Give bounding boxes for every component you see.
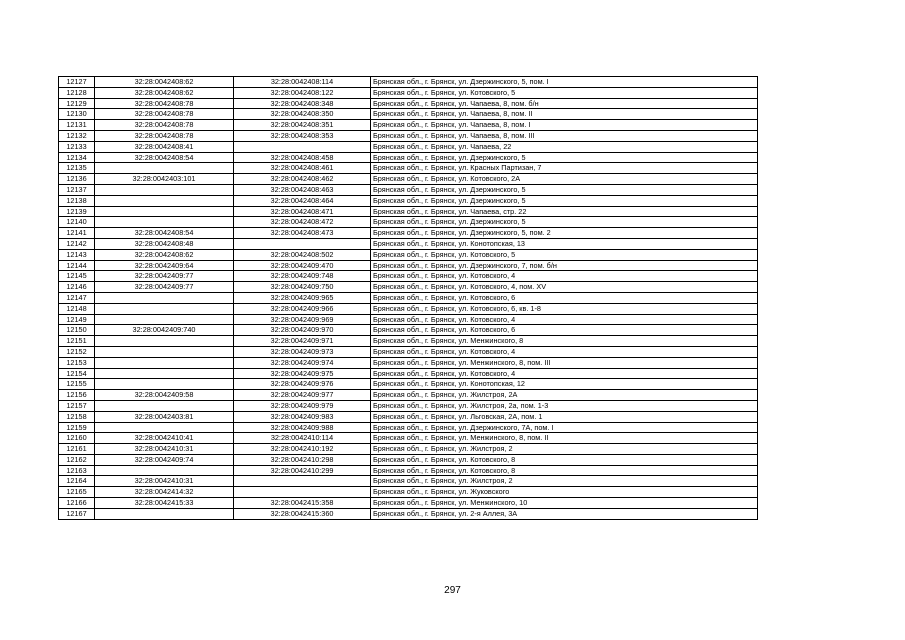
row-number-cell: 12129: [59, 98, 95, 109]
table-row: [59, 390, 758, 401]
old-cadastral-cell: 32:28:0042409:64: [95, 260, 234, 271]
new-cadastral-cell: 32:28:0042409:977: [234, 390, 371, 401]
table-row: [59, 152, 758, 163]
row-number-cell: 12155: [59, 379, 95, 390]
table-row: [59, 141, 758, 152]
row-number-cell: 12153: [59, 357, 95, 368]
new-cadastral-cell: 32:28:0042408:351: [234, 120, 371, 131]
row-number-cell: 12163: [59, 465, 95, 476]
old-cadastral-cell: 32:28:0042403:101: [95, 174, 234, 185]
table-body: [59, 77, 758, 520]
row-number-cell: 12161: [59, 444, 95, 455]
new-cadastral-cell: [234, 238, 371, 249]
old-cadastral-cell: [95, 400, 234, 411]
new-cadastral-cell: 32:28:0042410:192: [234, 444, 371, 455]
old-cadastral-cell: [95, 336, 234, 347]
old-cadastral-cell: [95, 465, 234, 476]
new-cadastral-cell: 32:28:0042410:298: [234, 454, 371, 465]
new-cadastral-cell: 32:28:0042410:299: [234, 465, 371, 476]
address-cell: Брянская обл., г. Брянск, ул. Жилстроя, 2: [371, 444, 758, 455]
new-cadastral-cell: 32:28:0042409:965: [234, 292, 371, 303]
new-cadastral-cell: 32:28:0042408:348: [234, 98, 371, 109]
address-cell: Брянская обл., г. Брянск, ул. Котовского, 8: [371, 465, 758, 476]
table-row: [59, 163, 758, 174]
address-cell: Брянская обл., г. Брянск, ул. Менжинского, 8: [371, 336, 758, 347]
table-row: [59, 400, 758, 411]
table-row: [59, 346, 758, 357]
old-cadastral-cell: 32:28:0042408:41: [95, 141, 234, 152]
address-cell: Брянская обл., г. Брянск, ул. Жилстроя, 2: [371, 476, 758, 487]
new-cadastral-cell: 32:28:0042409:979: [234, 400, 371, 411]
table-row: [59, 303, 758, 314]
old-cadastral-cell: 32:28:0042408:54: [95, 152, 234, 163]
old-cadastral-cell: 32:28:0042409:58: [95, 390, 234, 401]
address-cell: Брянская обл., г. Брянск, ул. Котовского, 5: [371, 87, 758, 98]
new-cadastral-cell: 32:28:0042415:360: [234, 508, 371, 519]
new-cadastral-cell: 32:28:0042408:471: [234, 206, 371, 217]
old-cadastral-cell: 32:28:0042409:77: [95, 271, 234, 282]
new-cadastral-cell: 32:28:0042410:114: [234, 433, 371, 444]
row-number-cell: 12148: [59, 303, 95, 314]
address-cell: Брянская обл., г. Брянск, ул. Жуковского: [371, 487, 758, 498]
new-cadastral-cell: 32:28:0042408:463: [234, 184, 371, 195]
address-cell: Брянская обл., г. Брянск, ул. Чапаева, 8, пом. III: [371, 130, 758, 141]
old-cadastral-cell: [95, 217, 234, 228]
table-row: [59, 249, 758, 260]
old-cadastral-cell: 32:28:0042408:78: [95, 130, 234, 141]
row-number-cell: 12142: [59, 238, 95, 249]
new-cadastral-cell: 32:28:0042408:461: [234, 163, 371, 174]
table-row: [59, 379, 758, 390]
table-row: [59, 87, 758, 98]
address-cell: Брянская обл., г. Брянск, ул. Котовского, 6, кв. 1-8: [371, 303, 758, 314]
table-row: [59, 184, 758, 195]
new-cadastral-cell: 32:28:0042409:750: [234, 282, 371, 293]
old-cadastral-cell: [95, 195, 234, 206]
address-cell: Брянская обл., г. Брянск, ул. Чапаева, стр. 22: [371, 206, 758, 217]
table-row: [59, 195, 758, 206]
old-cadastral-cell: [95, 368, 234, 379]
table-row: [59, 120, 758, 131]
row-number-cell: 12137: [59, 184, 95, 195]
old-cadastral-cell: 32:28:0042408:62: [95, 77, 234, 88]
table-row: [59, 508, 758, 519]
row-number-cell: 12130: [59, 109, 95, 120]
row-number-cell: 12135: [59, 163, 95, 174]
table-row: [59, 271, 758, 282]
row-number-cell: 12162: [59, 454, 95, 465]
cadastral-table: [58, 76, 758, 520]
address-cell: Брянская обл., г. Брянск, ул. Котовского, 4: [371, 368, 758, 379]
address-cell: Брянская обл., г. Брянск, ул. Менжинского, 8, пом. III: [371, 357, 758, 368]
old-cadastral-cell: 32:28:0042408:78: [95, 120, 234, 131]
old-cadastral-cell: [95, 379, 234, 390]
row-number-cell: 12145: [59, 271, 95, 282]
address-cell: Брянская обл., г. Брянск, ул. Котовского, 5: [371, 249, 758, 260]
row-number-cell: 12131: [59, 120, 95, 131]
page-number: 297: [444, 585, 461, 596]
address-cell: Брянская обл., г. Брянск, ул. Чапаева, 8, пом. I: [371, 120, 758, 131]
new-cadastral-cell: 32:28:0042409:966: [234, 303, 371, 314]
row-number-cell: 12156: [59, 390, 95, 401]
row-number-cell: 12144: [59, 260, 95, 271]
table-row: [59, 411, 758, 422]
row-number-cell: 12151: [59, 336, 95, 347]
table-row: [59, 325, 758, 336]
old-cadastral-cell: 32:28:0042408:78: [95, 98, 234, 109]
row-number-cell: 12158: [59, 411, 95, 422]
row-number-cell: 12146: [59, 282, 95, 293]
address-cell: Брянская обл., г. Брянск, ул. 2-я Аллея, 3А: [371, 508, 758, 519]
old-cadastral-cell: [95, 357, 234, 368]
address-cell: Брянская обл., г. Брянск, ул. Котовского, 6: [371, 292, 758, 303]
new-cadastral-cell: 32:28:0042409:975: [234, 368, 371, 379]
row-number-cell: 12164: [59, 476, 95, 487]
address-cell: Брянская обл., г. Брянск, ул. Дзержинского, 5, пом. I: [371, 77, 758, 88]
address-cell: Брянская обл., г. Брянск, ул. Дзержинского, 5, пом. 2: [371, 228, 758, 239]
row-number-cell: 12132: [59, 130, 95, 141]
new-cadastral-cell: 32:28:0042408:353: [234, 130, 371, 141]
old-cadastral-cell: 32:28:0042409:740: [95, 325, 234, 336]
row-number-cell: 12141: [59, 228, 95, 239]
address-cell: Брянская обл., г. Брянск, ул. Котовского, 6: [371, 325, 758, 336]
address-cell: Брянская обл., г. Брянск, ул. Дзержинского, 5: [371, 195, 758, 206]
row-number-cell: 12139: [59, 206, 95, 217]
address-cell: Брянская обл., г. Брянск, ул. Чапаева, 8, пом. II: [371, 109, 758, 120]
table-row: [59, 422, 758, 433]
old-cadastral-cell: [95, 303, 234, 314]
table-row: [59, 238, 758, 249]
new-cadastral-cell: 32:28:0042409:970: [234, 325, 371, 336]
table-row: [59, 487, 758, 498]
row-number-cell: 12140: [59, 217, 95, 228]
old-cadastral-cell: 32:28:0042409:74: [95, 454, 234, 465]
row-number-cell: 12138: [59, 195, 95, 206]
new-cadastral-cell: 32:28:0042408:114: [234, 77, 371, 88]
new-cadastral-cell: 32:28:0042409:969: [234, 314, 371, 325]
table-row: [59, 368, 758, 379]
new-cadastral-cell: 32:28:0042408:462: [234, 174, 371, 185]
row-number-cell: 12160: [59, 433, 95, 444]
new-cadastral-cell: 32:28:0042408:472: [234, 217, 371, 228]
table-row: [59, 174, 758, 185]
table-row: [59, 444, 758, 455]
new-cadastral-cell: [234, 487, 371, 498]
old-cadastral-cell: 32:28:0042408:48: [95, 238, 234, 249]
address-cell: Брянская обл., г. Брянск, ул. Дзержинского, 5: [371, 217, 758, 228]
old-cadastral-cell: 32:28:0042408:54: [95, 228, 234, 239]
address-cell: Брянская обл., г. Брянск, ул. Дзержинского, 7, пом. б/н: [371, 260, 758, 271]
old-cadastral-cell: 32:28:0042410:41: [95, 433, 234, 444]
table-row: [59, 260, 758, 271]
new-cadastral-cell: 32:28:0042409:748: [234, 271, 371, 282]
row-number-cell: 12159: [59, 422, 95, 433]
old-cadastral-cell: [95, 292, 234, 303]
address-cell: Брянская обл., г. Брянск, ул. Котовского, 4, пом. XV: [371, 282, 758, 293]
address-cell: Брянская обл., г. Брянск, ул. Котовского, 4: [371, 271, 758, 282]
new-cadastral-cell: [234, 141, 371, 152]
row-number-cell: 12154: [59, 368, 95, 379]
new-cadastral-cell: 32:28:0042408:458: [234, 152, 371, 163]
row-number-cell: 12147: [59, 292, 95, 303]
address-cell: Брянская обл., г. Брянск, ул. Менжинского, 10: [371, 498, 758, 509]
new-cadastral-cell: 32:28:0042408:473: [234, 228, 371, 239]
address-cell: Брянская обл., г. Брянск, ул. Дзержинского, 5: [371, 184, 758, 195]
old-cadastral-cell: 32:28:0042408:78: [95, 109, 234, 120]
new-cadastral-cell: 32:28:0042409:971: [234, 336, 371, 347]
row-number-cell: 12136: [59, 174, 95, 185]
address-cell: Брянская обл., г. Брянск, ул. Менжинского, 8, пом. II: [371, 433, 758, 444]
old-cadastral-cell: 32:28:0042410:31: [95, 476, 234, 487]
new-cadastral-cell: 32:28:0042409:973: [234, 346, 371, 357]
table-row: [59, 109, 758, 120]
address-cell: Брянская обл., г. Брянск, ул. Чапаева, 22: [371, 141, 758, 152]
address-cell: Брянская обл., г. Брянск, ул. Котовского, 2А: [371, 174, 758, 185]
table-row: [59, 98, 758, 109]
row-number-cell: 12152: [59, 346, 95, 357]
table-row: [59, 465, 758, 476]
table-row: [59, 292, 758, 303]
new-cadastral-cell: 32:28:0042408:502: [234, 249, 371, 260]
row-number-cell: 12150: [59, 325, 95, 336]
new-cadastral-cell: 32:28:0042409:470: [234, 260, 371, 271]
new-cadastral-cell: 32:28:0042408:122: [234, 87, 371, 98]
old-cadastral-cell: 32:28:0042410:31: [95, 444, 234, 455]
table-row: [59, 357, 758, 368]
table-row: [59, 433, 758, 444]
old-cadastral-cell: [95, 314, 234, 325]
new-cadastral-cell: 32:28:0042409:976: [234, 379, 371, 390]
table-row: [59, 498, 758, 509]
address-cell: Брянская обл., г. Брянск, ул. Жилстроя, 2а, пом. 1-3: [371, 400, 758, 411]
old-cadastral-cell: [95, 184, 234, 195]
row-number-cell: 12127: [59, 77, 95, 88]
old-cadastral-cell: 32:28:0042415:33: [95, 498, 234, 509]
row-number-cell: 12167: [59, 508, 95, 519]
row-number-cell: 12149: [59, 314, 95, 325]
new-cadastral-cell: [234, 476, 371, 487]
old-cadastral-cell: 32:28:0042408:62: [95, 87, 234, 98]
row-number-cell: 12165: [59, 487, 95, 498]
address-cell: Брянская обл., г. Брянск, ул. Красных Партизан, 7: [371, 163, 758, 174]
row-number-cell: 12133: [59, 141, 95, 152]
old-cadastral-cell: [95, 206, 234, 217]
row-number-cell: 12134: [59, 152, 95, 163]
new-cadastral-cell: 32:28:0042409:974: [234, 357, 371, 368]
old-cadastral-cell: [95, 346, 234, 357]
row-number-cell: 12157: [59, 400, 95, 411]
table-row: [59, 282, 758, 293]
row-number-cell: 12128: [59, 87, 95, 98]
table-row: [59, 476, 758, 487]
table-row: [59, 206, 758, 217]
address-cell: Брянская обл., г. Брянск, ул. Котовского, 4: [371, 346, 758, 357]
address-cell: Брянская обл., г. Брянск, ул. Дзержинского, 7А, пом. I: [371, 422, 758, 433]
old-cadastral-cell: 32:28:0042408:62: [95, 249, 234, 260]
address-cell: Брянская обл., г. Брянск, ул. Чапаева, 8, пом. б/н: [371, 98, 758, 109]
address-cell: Брянская обл., г. Брянск, ул. Льговская, 2А, пом. 1: [371, 411, 758, 422]
old-cadastral-cell: 32:28:0042403:81: [95, 411, 234, 422]
row-number-cell: 12143: [59, 249, 95, 260]
table-row: [59, 454, 758, 465]
table-row: [59, 228, 758, 239]
new-cadastral-cell: 32:28:0042408:350: [234, 109, 371, 120]
old-cadastral-cell: [95, 163, 234, 174]
address-cell: Брянская обл., г. Брянск, ул. Дзержинского, 5: [371, 152, 758, 163]
address-cell: Брянская обл., г. Брянск, ул. Конотопская, 13: [371, 238, 758, 249]
table-row: [59, 217, 758, 228]
old-cadastral-cell: 32:28:0042409:77: [95, 282, 234, 293]
address-cell: Брянская обл., г. Брянск, ул. Котовского, 8: [371, 454, 758, 465]
row-number-cell: 12166: [59, 498, 95, 509]
old-cadastral-cell: [95, 508, 234, 519]
address-cell: Брянская обл., г. Брянск, ул. Жилстроя, 2А: [371, 390, 758, 401]
new-cadastral-cell: 32:28:0042415:358: [234, 498, 371, 509]
table-row: [59, 314, 758, 325]
table-row: [59, 77, 758, 88]
old-cadastral-cell: [95, 422, 234, 433]
old-cadastral-cell: 32:28:0042414:32: [95, 487, 234, 498]
address-cell: Брянская обл., г. Брянск, ул. Конотопская, 12: [371, 379, 758, 390]
address-cell: Брянская обл., г. Брянск, ул. Котовского, 4: [371, 314, 758, 325]
new-cadastral-cell: 32:28:0042408:464: [234, 195, 371, 206]
new-cadastral-cell: 32:28:0042409:983: [234, 411, 371, 422]
new-cadastral-cell: 32:28:0042409:988: [234, 422, 371, 433]
table-row: [59, 336, 758, 347]
table-row: [59, 130, 758, 141]
